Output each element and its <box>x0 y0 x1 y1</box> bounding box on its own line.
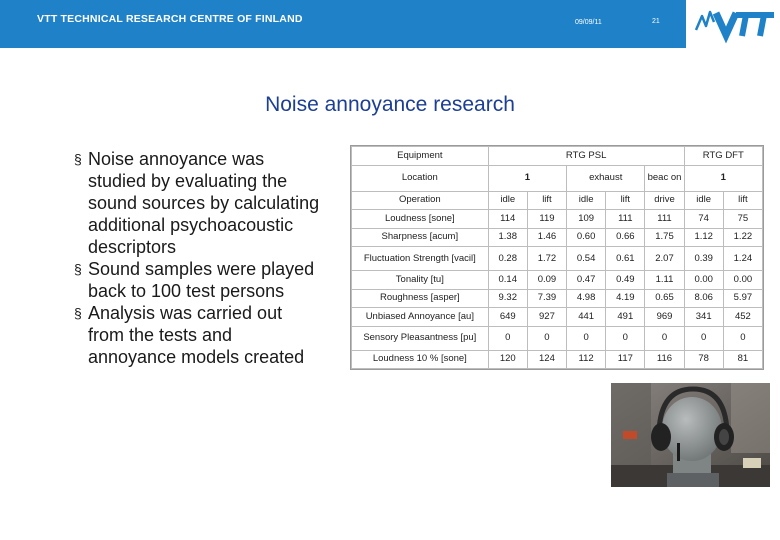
table-cell: 4.98 <box>567 289 606 308</box>
table-cell: 81 <box>723 350 762 369</box>
table-cell: 75 <box>723 210 762 229</box>
table-cell: 0.09 <box>527 271 566 290</box>
bullet-text: Analysis was carried out from the tests and annoyance models created <box>88 303 305 367</box>
table-cell: 1.75 <box>645 228 684 247</box>
slide-number: 21 <box>652 18 660 25</box>
slide-date: 09/09/11 <box>575 19 602 26</box>
table-row <box>352 326 763 350</box>
artificial-head-image <box>611 383 770 487</box>
table-cell: idle <box>488 191 527 210</box>
table-row <box>352 210 763 229</box>
table-cell: lift <box>527 191 566 210</box>
table-cell: 112 <box>567 350 606 369</box>
table-cell: 0.39 <box>684 247 723 271</box>
table-cell: 119 <box>527 210 566 229</box>
table-cell: 1.11 <box>645 271 684 290</box>
psychoacoustic-table <box>350 145 764 370</box>
table-cell: 0.66 <box>606 228 645 247</box>
table-cell: 2.07 <box>645 247 684 271</box>
artificial-head-photo <box>611 383 770 487</box>
table-cell: 0.00 <box>684 271 723 290</box>
vtt-logo-icon <box>686 0 780 48</box>
table-cell: 0.14 <box>488 271 527 290</box>
table-cell: 0.49 <box>606 271 645 290</box>
table-cell: 1 <box>488 165 566 191</box>
bullet-list <box>70 148 320 368</box>
table-cell: Loudness [sone] <box>352 210 489 229</box>
table-cell: 1.46 <box>527 228 566 247</box>
table-cell: 8.06 <box>684 289 723 308</box>
table-cell: 0 <box>606 326 645 350</box>
table-cell: Sharpness [acum] <box>352 228 489 247</box>
table-cell: 649 <box>488 308 527 327</box>
table-cell: 0 <box>527 326 566 350</box>
table-cell: 114 <box>488 210 527 229</box>
table-row-location <box>352 165 763 191</box>
table-cell: idle <box>684 191 723 210</box>
table-cell: drive <box>645 191 684 210</box>
table-cell: 74 <box>684 210 723 229</box>
table-cell: 9.32 <box>488 289 527 308</box>
bullet-marker: § <box>74 261 82 277</box>
table-cell: Equipment <box>352 147 489 166</box>
table-cell: lift <box>723 191 762 210</box>
table-cell: 0.00 <box>723 271 762 290</box>
table-cell: 1 <box>684 165 762 191</box>
table-cell: idle <box>567 191 606 210</box>
table-row <box>352 350 763 369</box>
table-cell: 78 <box>684 350 723 369</box>
table-cell: 0.61 <box>606 247 645 271</box>
table-cell: 111 <box>645 210 684 229</box>
table-cell: lift <box>606 191 645 210</box>
table-cell: 0 <box>723 326 762 350</box>
table-cell: RTG PSL <box>488 147 684 166</box>
table-cell: 109 <box>567 210 606 229</box>
vtt-logo <box>686 0 780 48</box>
bullet-marker: § <box>74 151 82 167</box>
table-cell: 117 <box>606 350 645 369</box>
table-cell: Sensory Pleasantness [pu] <box>352 326 489 350</box>
bullet-item <box>70 148 320 258</box>
table-grid <box>351 146 763 369</box>
bullet-marker: § <box>74 305 82 321</box>
table-cell: 0.65 <box>645 289 684 308</box>
table-cell: 341 <box>684 308 723 327</box>
table-row-operation <box>352 191 763 210</box>
table-cell: Roughness [asper] <box>352 289 489 308</box>
table-cell: 116 <box>645 350 684 369</box>
table-cell: 1.72 <box>527 247 566 271</box>
table-cell: 491 <box>606 308 645 327</box>
table-cell: 927 <box>527 308 566 327</box>
table-row-equipment <box>352 147 763 166</box>
table-cell: 0.47 <box>567 271 606 290</box>
table-cell: 1.24 <box>723 247 762 271</box>
table-cell: 0 <box>684 326 723 350</box>
table-cell: Fluctuation Strength [vacil] <box>352 247 489 271</box>
table-row <box>352 247 763 271</box>
org-name: VTT TECHNICAL RESEARCH CENTRE OF FINLAND <box>37 13 303 25</box>
table-cell: Tonality [tu] <box>352 271 489 290</box>
table-row <box>352 289 763 308</box>
table-cell: RTG DFT <box>684 147 762 166</box>
bullet-text: Sound samples were played back to 100 test persons <box>88 259 315 301</box>
table-cell: Unbiased Annoyance [au] <box>352 308 489 327</box>
table-cell: 0.28 <box>488 247 527 271</box>
table-cell: 0.60 <box>567 228 606 247</box>
table-cell: beac on <box>645 165 684 191</box>
table-cell: 969 <box>645 308 684 327</box>
slide-title: Noise annoyance research <box>265 93 515 116</box>
bullet-item <box>70 302 320 368</box>
table-cell: 0 <box>488 326 527 350</box>
table-cell: 7.39 <box>527 289 566 308</box>
table-cell: 1.38 <box>488 228 527 247</box>
table-cell: Location <box>352 165 489 191</box>
table-row <box>352 271 763 290</box>
table-cell: 5.97 <box>723 289 762 308</box>
table-cell: 4.19 <box>606 289 645 308</box>
table-cell: Loudness 10 % [sone] <box>352 350 489 369</box>
table-row <box>352 228 763 247</box>
table-row <box>352 308 763 327</box>
table-cell: 0.54 <box>567 247 606 271</box>
table-cell: 120 <box>488 350 527 369</box>
table-cell: 1.22 <box>723 228 762 247</box>
table-cell: exhaust <box>567 165 645 191</box>
table-cell: 1.12 <box>684 228 723 247</box>
bullet-text: Noise annoyance was studied by evaluating the sound sources by calculating additional psychoacoustic descriptors <box>88 149 320 257</box>
table-cell: 452 <box>723 308 762 327</box>
table-cell: 441 <box>567 308 606 327</box>
table-cell: 111 <box>606 210 645 229</box>
table-cell: Operation <box>352 191 489 210</box>
table-cell: 0 <box>567 326 606 350</box>
table-cell: 0 <box>645 326 684 350</box>
table-cell: 124 <box>527 350 566 369</box>
bullet-item <box>70 258 320 302</box>
header-bar <box>0 0 780 48</box>
